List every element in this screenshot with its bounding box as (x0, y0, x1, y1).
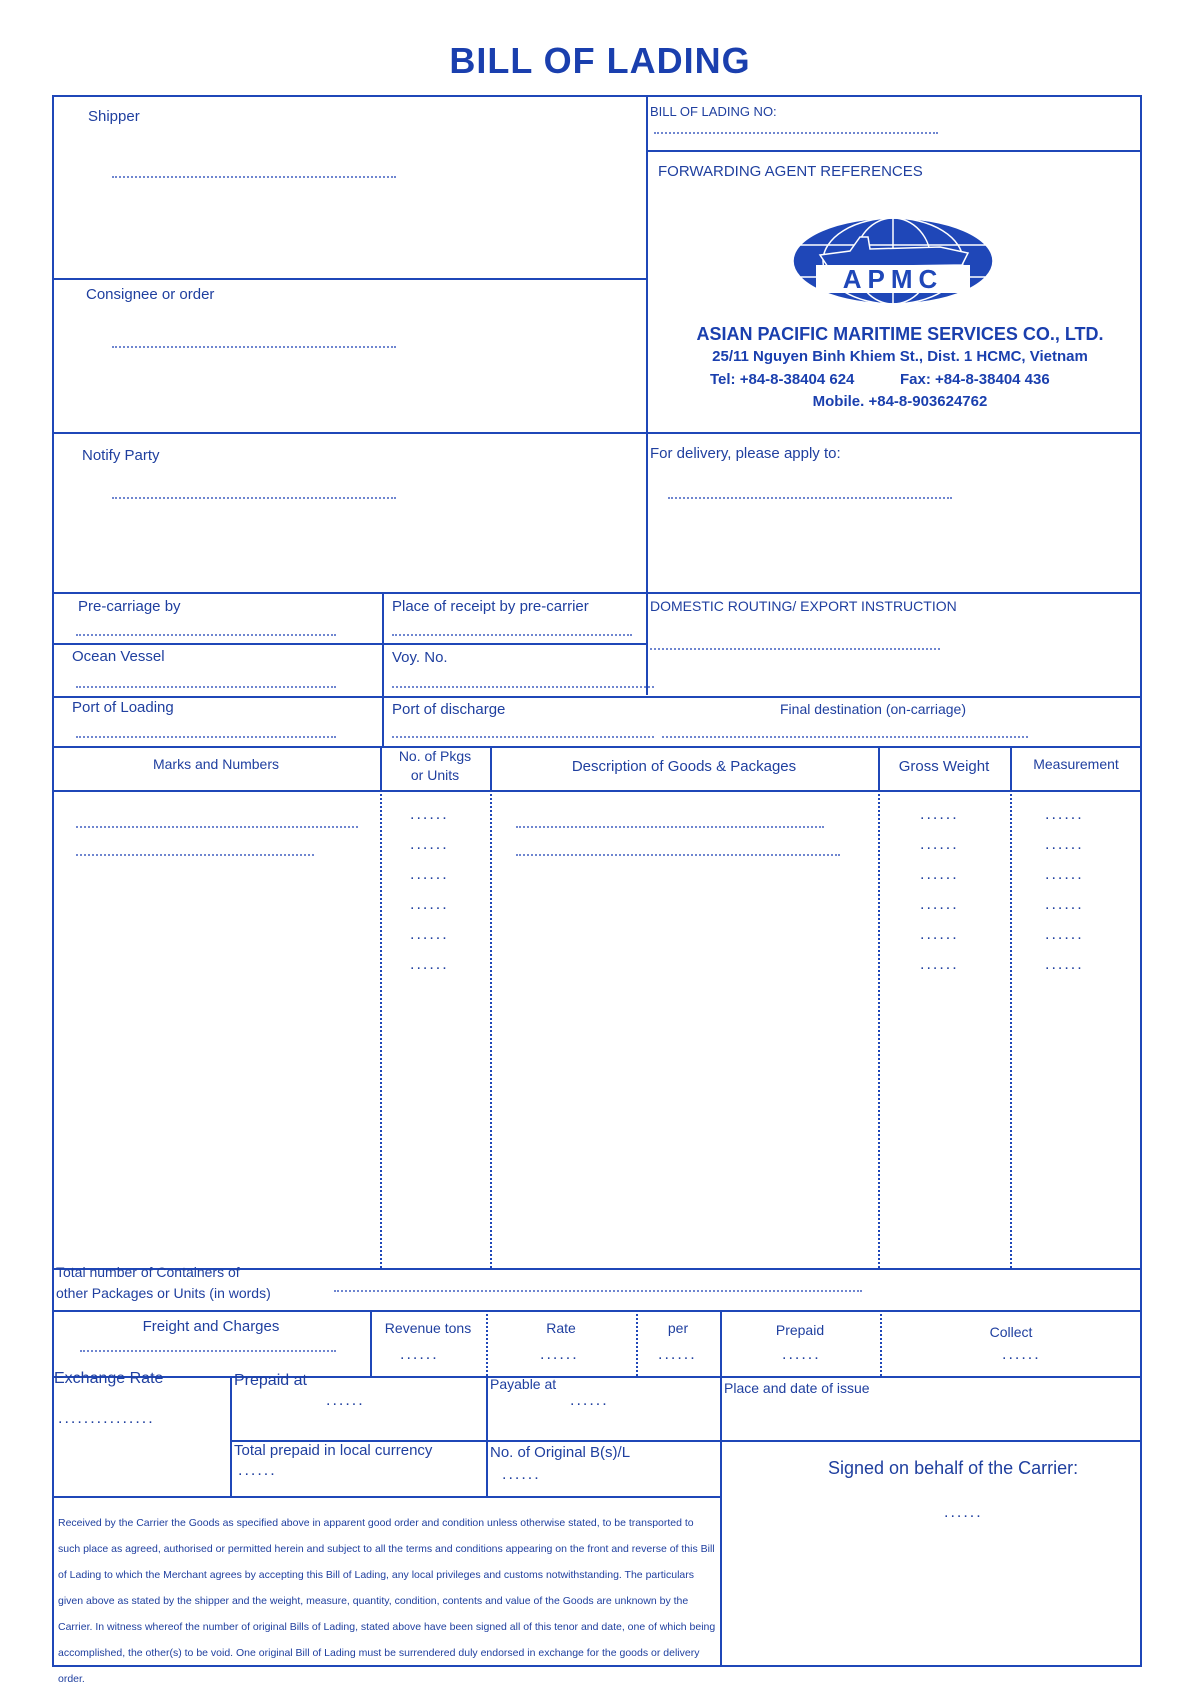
marks-row-1[interactable] (76, 826, 358, 828)
pkgs-row-2[interactable]: ...... (410, 836, 449, 853)
divider-originals (52, 1496, 720, 1498)
final-destination-label: Final destination (on-carriage) (780, 701, 966, 717)
logo-text: APMC (842, 264, 944, 294)
freight-label: Freight and Charges (142, 1318, 280, 1335)
exchange-col-1 (230, 1376, 232, 1496)
consignee-field[interactable] (112, 346, 396, 348)
measurement-row-6[interactable]: ...... (1045, 956, 1084, 973)
signed-label: Signed on behalf of the Carrier: (828, 1458, 1079, 1478)
fwd-agent-label: FORWARDING AGENT REFERENCES (658, 163, 923, 180)
pkgs-row-1[interactable]: ...... (410, 806, 449, 823)
divider-shipper (52, 278, 646, 280)
shipper-field[interactable] (112, 176, 396, 178)
voy-no-label: Voy. No. (392, 649, 448, 666)
pkgs-row-5[interactable]: ...... (410, 926, 449, 943)
gross-row-3[interactable]: ...... (920, 866, 959, 883)
marks-row-2[interactable] (76, 854, 314, 856)
terms-text: Received by the Carrier the Goods as specified above in apparent good order and condition unless otherwise stated, to be transported to such place as agreed, authorised or permitted herein and subject to all the terms and conditions appearing on the front and reverse of this Bill of Lading to which the Merchant agrees by accepting this Bill of Lading, any local privileges and customs notwithstanding. The particulars given above as stated by the shipper and the weight, measure, quantity, condition, contents and value of the Goods are unknown by the Carrier. In witness whereof the number of original Bills of Lading, stated above have been signed all of this tenor and date, one of which being accomplished, the other(s) to be void. One original Bill of Lading must be surrendered duly endorsed in exchange for the goods or delivery order. (58, 1517, 716, 1685)
divider-ports (52, 746, 1142, 748)
freight-col-4 (720, 1310, 722, 1376)
description-row-2[interactable] (516, 854, 840, 856)
goods-col-dots-3 (878, 790, 880, 1268)
bl-no-label: BILL OF LADING NO: (650, 104, 777, 119)
port-loading-field[interactable] (76, 736, 336, 738)
company-address: 25/11 Nguyen Binh Khiem St., Dist. 1 HCMC, Vietnam (712, 348, 1088, 365)
rate-field[interactable]: ...... (540, 1346, 579, 1363)
place-receipt-label: Place of receipt by pre-carrier (392, 598, 589, 615)
total-prepaid-field[interactable]: ...... (238, 1462, 277, 1479)
exchange-col-3 (720, 1376, 722, 1667)
exchange-rate-field[interactable]: ............... (58, 1410, 155, 1427)
bl-no-field[interactable] (654, 132, 938, 134)
revenue-label: Revenue tons (384, 1320, 472, 1336)
pkgs-row-4[interactable]: ...... (410, 896, 449, 913)
place-date-issue-label: Place and date of issue (724, 1380, 870, 1396)
goods-col-dots-2 (490, 790, 492, 1268)
divider-freight (52, 1376, 1142, 1378)
port-loading-label: Port of Loading (72, 699, 174, 716)
gross-row-1[interactable]: ...... (920, 806, 959, 823)
shipper-label: Shipper (88, 108, 140, 125)
gross-weight-header: Gross Weight (898, 758, 990, 775)
pkgs-header-2: or Units (410, 767, 460, 783)
company-tel: Tel: +84-8-38404 624 (710, 371, 855, 388)
measurement-row-3[interactable]: ...... (1045, 866, 1084, 883)
delivery-label: For delivery, please apply to: (650, 445, 841, 462)
divider-notify (52, 592, 1142, 594)
divider-totals (52, 1310, 1142, 1312)
delivery-field[interactable] (668, 497, 952, 499)
pkgs-row-3[interactable]: ...... (410, 866, 449, 883)
notify-label: Notify Party (82, 447, 160, 464)
divider-ocean (52, 696, 1142, 698)
prepaid-label: Prepaid (775, 1322, 825, 1338)
goods-col-dots-1 (380, 790, 382, 1268)
divider-pre-carriage (52, 643, 646, 645)
revenue-field[interactable]: ...... (400, 1346, 439, 1363)
company-name: ASIAN PACIFIC MARITIME SERVICES CO., LTD. (696, 324, 1104, 344)
divider-consignee (52, 432, 1142, 434)
gross-row-5[interactable]: ...... (920, 926, 959, 943)
pre-carriage-field[interactable] (76, 634, 336, 636)
goods-col-dots-4 (1010, 790, 1012, 1268)
per-field[interactable]: ...... (658, 1346, 697, 1363)
prepaid-at-label: Prepaid at (234, 1372, 307, 1389)
company-mobile: Mobile. +84-8-903624762 (812, 393, 988, 410)
gross-row-6[interactable]: ...... (920, 956, 959, 973)
per-label: per (667, 1320, 689, 1336)
domestic-routing-field[interactable] (650, 648, 940, 650)
routing-divider-1 (382, 592, 384, 746)
measurement-row-4[interactable]: ...... (1045, 896, 1084, 913)
description-row-1[interactable] (516, 826, 824, 828)
exchange-col-2 (486, 1376, 488, 1496)
company-fax: Fax: +84-8-38404 436 (900, 371, 1050, 388)
pkgs-row-6[interactable]: ...... (410, 956, 449, 973)
payable-at-field[interactable]: ...... (570, 1392, 609, 1409)
originals-label: No. of Original B(s)/L (490, 1444, 631, 1461)
gross-row-4[interactable]: ...... (920, 896, 959, 913)
exchange-rate-label: Exchange Rate (54, 1370, 164, 1387)
freight-field[interactable] (80, 1350, 336, 1352)
top-divider (646, 95, 648, 695)
pkgs-header-1: No. of Pkgs (398, 748, 472, 764)
port-discharge-label: Port of discharge (392, 701, 506, 718)
collect-field[interactable]: ...... (1002, 1346, 1041, 1363)
marks-header: Marks and Numbers (152, 756, 280, 772)
pre-carriage-label: Pre-carriage by (78, 598, 181, 615)
total-containers-label-1: Total number of Containers of (56, 1264, 240, 1280)
measurement-row-2[interactable]: ...... (1045, 836, 1084, 853)
ocean-vessel-field[interactable] (76, 686, 336, 688)
final-destination-field[interactable] (662, 736, 1028, 738)
total-prepaid-label: Total prepaid in local currency (234, 1442, 433, 1459)
place-receipt-field[interactable] (392, 634, 632, 636)
voy-no-field[interactable] (392, 686, 654, 688)
prepaid-field[interactable]: ...... (782, 1346, 821, 1363)
description-header: Description of Goods & Packages (571, 758, 797, 775)
collect-label: Collect (989, 1324, 1033, 1340)
port-discharge-field[interactable] (392, 736, 654, 738)
measurement-row-5[interactable]: ...... (1045, 926, 1084, 943)
goods-header-divider (52, 790, 1142, 792)
ocean-vessel-label: Ocean Vessel (72, 648, 165, 665)
prepaid-at-field[interactable]: ...... (326, 1392, 365, 1409)
notify-field[interactable] (112, 497, 396, 499)
originals-field[interactable]: ...... (502, 1466, 541, 1483)
freight-col-5 (880, 1310, 882, 1376)
domestic-routing-label: DOMESTIC ROUTING/ EXPORT INSTRUCTION (650, 598, 957, 614)
signature-field[interactable]: ...... (944, 1504, 983, 1521)
apmc-logo (790, 215, 996, 307)
total-containers-label-2: other Packages or Units (in words) (56, 1285, 271, 1301)
payable-at-label: Payable at (490, 1376, 557, 1392)
document-title: BILL OF LADING (449, 40, 751, 81)
gross-row-2[interactable]: ...... (920, 836, 959, 853)
measurement-header: Measurement (1033, 756, 1119, 772)
divider-blno (646, 150, 1142, 152)
consignee-label: Consignee or order (86, 286, 215, 303)
measurement-row-1[interactable]: ...... (1045, 806, 1084, 823)
rate-label: Rate (546, 1320, 576, 1336)
total-containers-field[interactable] (334, 1290, 862, 1292)
